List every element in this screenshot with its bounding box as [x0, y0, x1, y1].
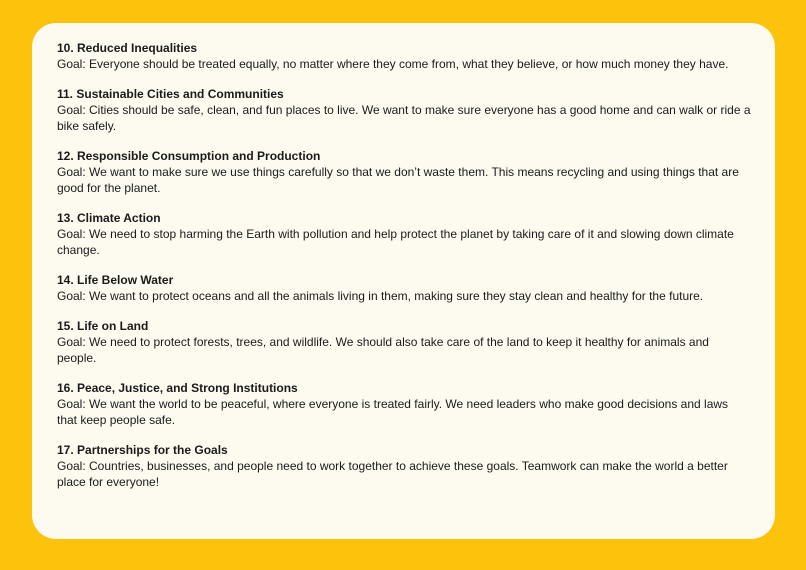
- goal-description: Goal: We need to stop harming the Earth with pollution and help protect the planet by taking care of it and slowing down climate change.: [57, 227, 734, 257]
- goal-description: Goal: Everyone should be treated equally, no matter where they come from, what they believe, or how much money they have.: [57, 57, 729, 71]
- goal-description: Goal: We want to make sure we use things carefully so that we don’t waste them. This means recycling and using things that are good for the planet.: [57, 165, 739, 195]
- goal-item-14: [57, 272, 751, 304]
- goal-description: Goal: We want to protect oceans and all the animals living in them, making sure they stay clean and healthy for the future.: [57, 289, 704, 303]
- goal-description: Goal: Countries, businesses, and people need to work together to achieve these goals. Teamwork can make the world a better place for everyone!: [57, 459, 728, 489]
- goal-title: 11. Sustainable Cities and Communities: [57, 87, 284, 101]
- goals-card: [32, 23, 775, 539]
- goal-title: 15. Life on Land: [57, 319, 149, 333]
- goal-item-12: [57, 148, 751, 196]
- goal-title: 14. Life Below Water: [57, 273, 174, 287]
- goal-item-15: [57, 318, 751, 366]
- goal-item-17: [57, 442, 751, 490]
- goal-title: 10. Reduced Inequalities: [57, 41, 198, 55]
- goal-description: Goal: We want the world to be peaceful, where everyone is treated fairly. We need leaders who make good decisions and laws that keep people safe.: [57, 397, 729, 427]
- goal-title: 17. Partnerships for the Goals: [57, 443, 228, 457]
- goal-item-10: [57, 40, 751, 72]
- goal-item-13: [57, 210, 751, 258]
- goal-description: Goal: Cities should be safe, clean, and fun places to live. We want to make sure everyone has a good home and can walk or ride a bike safely.: [57, 103, 751, 133]
- goal-item-11: [57, 86, 751, 134]
- goal-item-16: [57, 380, 751, 428]
- goal-title: 16. Peace, Justice, and Strong Institutions: [57, 381, 298, 395]
- goal-description: Goal: We need to protect forests, trees, and wildlife. We should also take care of the land to keep it healthy for animals and people.: [57, 335, 709, 365]
- goal-title: 12. Responsible Consumption and Production: [57, 149, 321, 163]
- goal-title: 13. Climate Action: [57, 211, 161, 225]
